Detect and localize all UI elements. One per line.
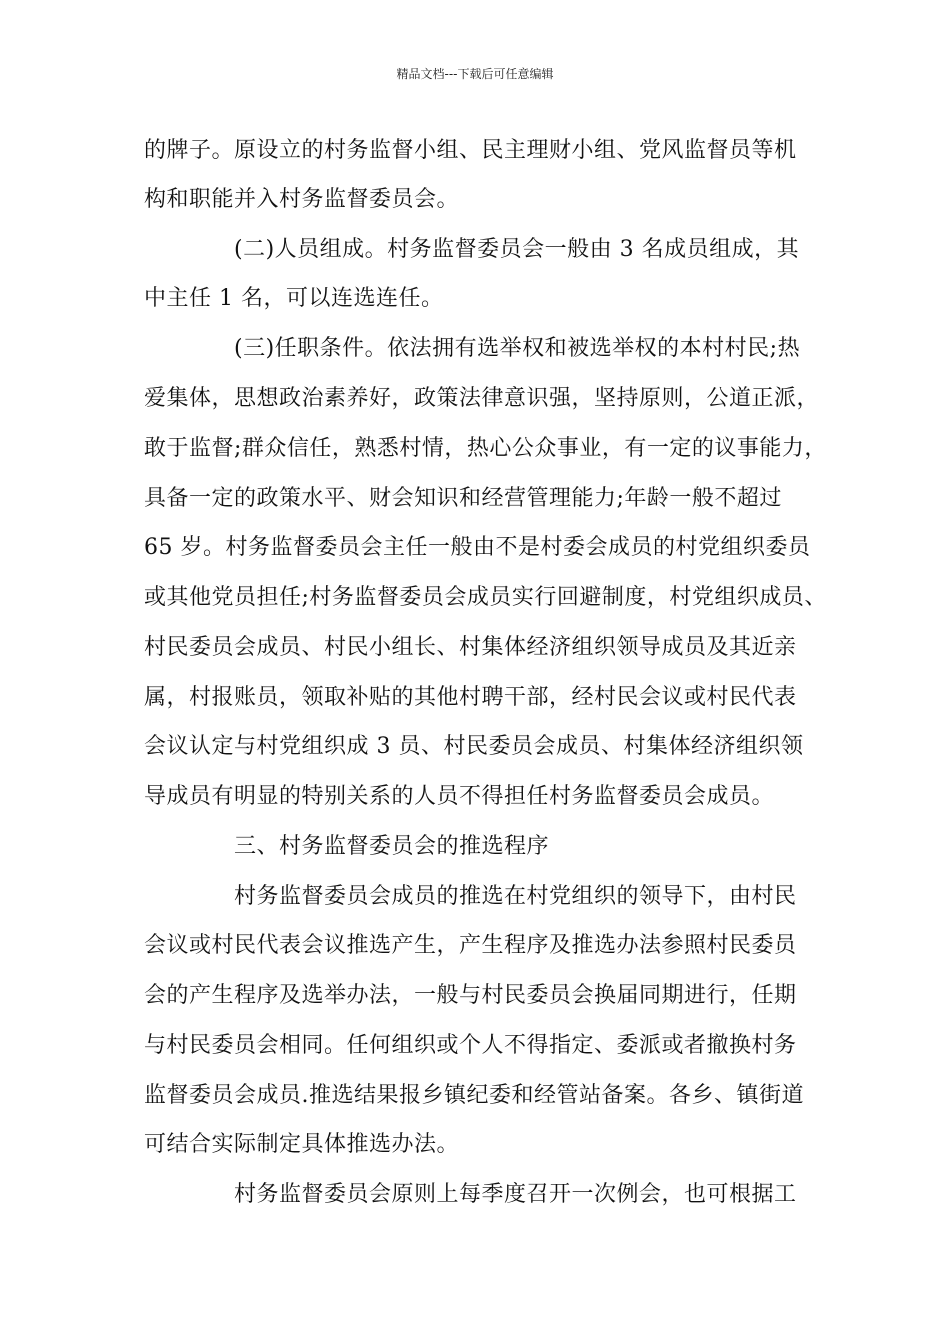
- text-line: 村民委员会成员、村民小组长、村集体经济组织领导成员及其近亲: [144, 635, 797, 660]
- page-header: 精品文档---下载后可任意编辑: [396, 67, 554, 81]
- text-line: 村务监督委员会原则上每季度召开一次例会，也可根据工: [234, 1182, 797, 1207]
- text-line: 或其他党员担任;村务监督委员会成员实行回避制度，村党组织成员、: [144, 585, 827, 610]
- text-line: (二)人员组成。村务监督委员会一般由 3 名成员组成，其: [234, 237, 800, 262]
- text-line: 村务监督委员会成员的推选在村党组织的领导下，由村民: [234, 884, 797, 909]
- text-line: 构和职能并入村务监督委员会。: [144, 187, 460, 212]
- text-line: 可结合实际制定具体推选办法。: [144, 1132, 460, 1157]
- text-line: 会议或村民代表会议推选产生，产生程序及推选办法参照村民委员: [144, 933, 797, 958]
- text-line: 会议认定与村党组织成 3 员、村民委员会成员、村集体经济组织领: [144, 734, 804, 759]
- text-line: 导成员有明显的特别关系的人员不得担任村务监督委员会成员。: [144, 784, 775, 809]
- text-line: 爱集体，思想政治素养好，政策法律意识强，坚持原则，公道正派，: [144, 386, 820, 411]
- text-line: 与村民委员会相同。任何组织或个人不得指定、委派或者撤换村务: [144, 1033, 797, 1058]
- text-line: (三)任职条件。依法拥有选举权和被选举权的本村村民;热: [234, 336, 801, 361]
- text-line: 的牌子。原设立的村务监督小组、民主理财小组、党风监督员等机: [144, 138, 797, 163]
- text-line: 属，村报账员，领取补贴的其他村聘干部，经村民会议或村民代表: [144, 685, 797, 710]
- section-heading: 三、村务监督委员会的推选程序: [234, 834, 550, 859]
- text-line: 中主任 1 名，可以连选连任。: [144, 286, 444, 311]
- text-line: 敢于监督;群众信任，熟悉村情，热心公众事业，有一定的议事能力，: [144, 436, 827, 461]
- text-line: 监督委员会成员.推选结果报乡镇纪委和经管站备案。各乡、镇街道: [144, 1083, 804, 1108]
- text-line: 65 岁。村务监督委员会主任一般由不是村委会成员的村党组织委员: [144, 535, 811, 560]
- text-line: 具备一定的政策水平、财会知识和经营管理能力;年龄一般不超过: [144, 486, 782, 511]
- text-line: 会的产生程序及选举办法，一般与村民委员会换届同期进行，任期: [144, 983, 797, 1008]
